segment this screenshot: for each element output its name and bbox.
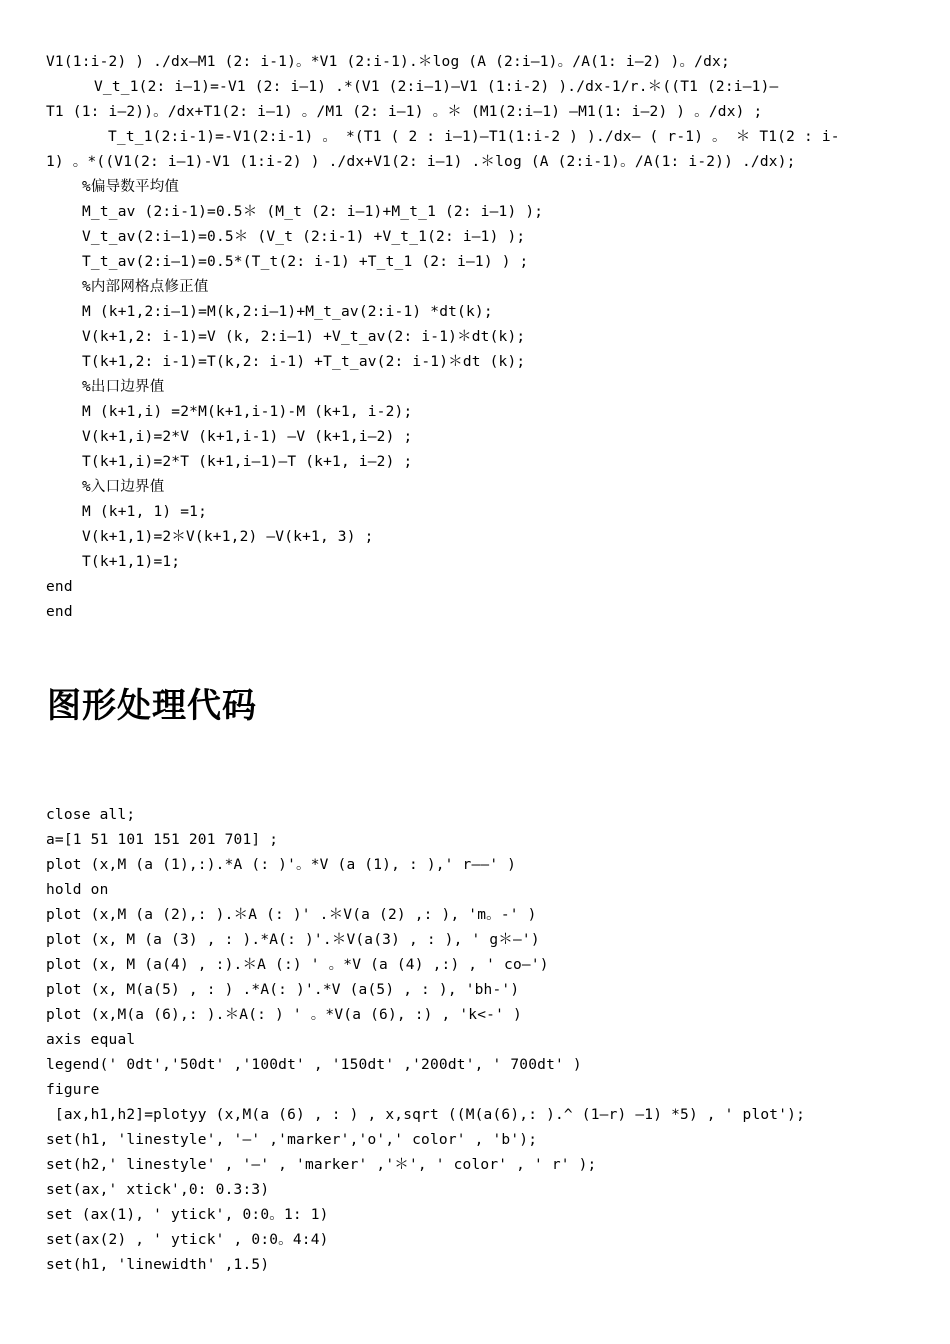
code-line: T(k+1,2: i-1)=T(k,2: i-1) +T_t_av(2: i-1)＊dt (k); [82,354,526,370]
code-line: T_t_1(2:i-1)=-V1(2:i-1) 。 *(T1 ( 2 : i—1)—T1(1:i-2 ) )./dx— ( r-1) 。 ＊ T1(2 : i- [108,129,840,145]
code-line: plot (x,M (a (1),:).*A (: )'。*V (a (1), : ),' r——' ) [46,857,517,873]
code-comment: %内部网格点修正值 [82,279,209,295]
code-line: figure [46,1082,100,1098]
code-line: plot (x, M (a(4) , :).＊A (:) ' 。*V (a (4) ,:) , ' co—') [46,957,549,973]
code-line: M (k+1,i) =2*M(k+1,i-1)-M (k+1, i-2); [82,404,413,420]
code-line: legend(' 0dt','50dt' ,'100dt' , '150dt' ,'200dt', ' 700dt' ) [46,1057,582,1073]
code-line: T_t_av(2:i—1)=0.5*(T_t(2: i-1) +T_t_1 (2: i—1) ) ; [82,254,529,270]
code-line: end [46,579,73,595]
code-line: hold on [46,882,109,898]
code-line: plot (x, M(a(5) , : ) .*A(: )'.*V (a(5) , : ), 'bh-') [46,982,520,998]
code-line: V1(1:i-2) ) ./dx—M1 (2: i-1)。*V1 (2:i-1).＊log (A (2:i—1)。/A(1: i—2) )。/dx; [46,54,730,70]
code-line: V_t_av(2:i—1)=0.5＊ (V_t (2:i-1) +V_t_1(2: i—1) ); [82,229,526,245]
code-line: close all; [46,807,136,823]
code-comment: %入口边界值 [82,479,165,495]
code-line: 1) 。*((V1(2: i—1)-V1 (1:i-2) ) ./dx+V1(2: i—1) .＊log (A (2:i-1)。/A(1: i-2)) ./dx); [46,154,796,170]
code-line: set(h2,' linestyle' , '—' , 'marker' ,'＊', ' color' , ' r' ); [46,1157,597,1173]
code-line: set(ax(2) , ' ytick' , 0:0。4:4) [46,1232,329,1248]
code-line: V(k+1,i)=2*V (k+1,i-1) —V (k+1,i—2) ; [82,429,413,445]
code-line: M (k+1, 1) =1; [82,504,208,520]
code-line: set (ax(1), ' ytick', 0:0。1: 1) [46,1207,329,1223]
code-line: end [46,604,73,620]
code-line: V(k+1,1)=2＊V(k+1,2) —V(k+1, 3) ; [82,529,374,545]
code-line: a=[1 51 101 151 201 701] ; [46,832,279,848]
code-line: [ax,h1,h2]=plotyy (x,M(a (6) , : ) , x,sqrt ((M(a(6),: ).^ (1—r) —1) *5) , ' plot'); [46,1107,806,1123]
code-line: set(ax,' xtick',0: 0.3:3) [46,1182,270,1198]
code-line: T(k+1,1)=1; [82,554,181,570]
section-heading: 图形处理代码 [47,686,257,726]
code-line: V(k+1,2: i-1)=V (k, 2:i—1) +V_t_av(2: i-1)＊dt(k); [82,329,526,345]
code-line: T(k+1,i)=2*T (k+1,i—1)—T (k+1, i—2) ; [82,454,413,470]
code-line: T1 (1: i—2))。/dx+T1(2: i—1) 。/M1 (2: i—1) 。＊ (M1(2:i—1) —M1(1: i—2) ) 。/dx) ; [46,104,763,120]
code-line: axis equal [46,1032,136,1048]
code-line: plot (x,M (a (2),: ).＊A (: )' .＊V(a (2) ,: ), 'm。-' ) [46,907,537,923]
code-line: set(h1, 'linestyle', '—' ,'marker','o',' color' , 'b'); [46,1132,538,1148]
code-line: M_t_av (2:i-1)=0.5＊ (M_t (2: i—1)+M_t_1 (2: i—1) ); [82,204,544,220]
code-line: plot (x,M(a (6),: ).＊A(: ) ' 。*V(a (6), :) , 'k<-' ) [46,1007,522,1023]
code-line: plot (x, M (a (3) , : ).*A(: )'.＊V(a(3) , : ), ' g＊—') [46,932,540,948]
code-line: set(h1, 'linewidth' ,1.5) [46,1257,270,1273]
code-line: M (k+1,2:i—1)=M(k,2:i—1)+M_t_av(2:i-1) *dt(k); [82,304,493,320]
code-line: V_t_1(2: i—1)=-V1 (2: i—1) .*(V1 (2:i—1)—V1 (1:i-2) )./dx-1/r.＊((T1 (2:i—1)— [94,79,779,95]
code-comment: %偏导数平均值 [82,179,180,195]
code-comment: %出口边界值 [82,379,165,395]
